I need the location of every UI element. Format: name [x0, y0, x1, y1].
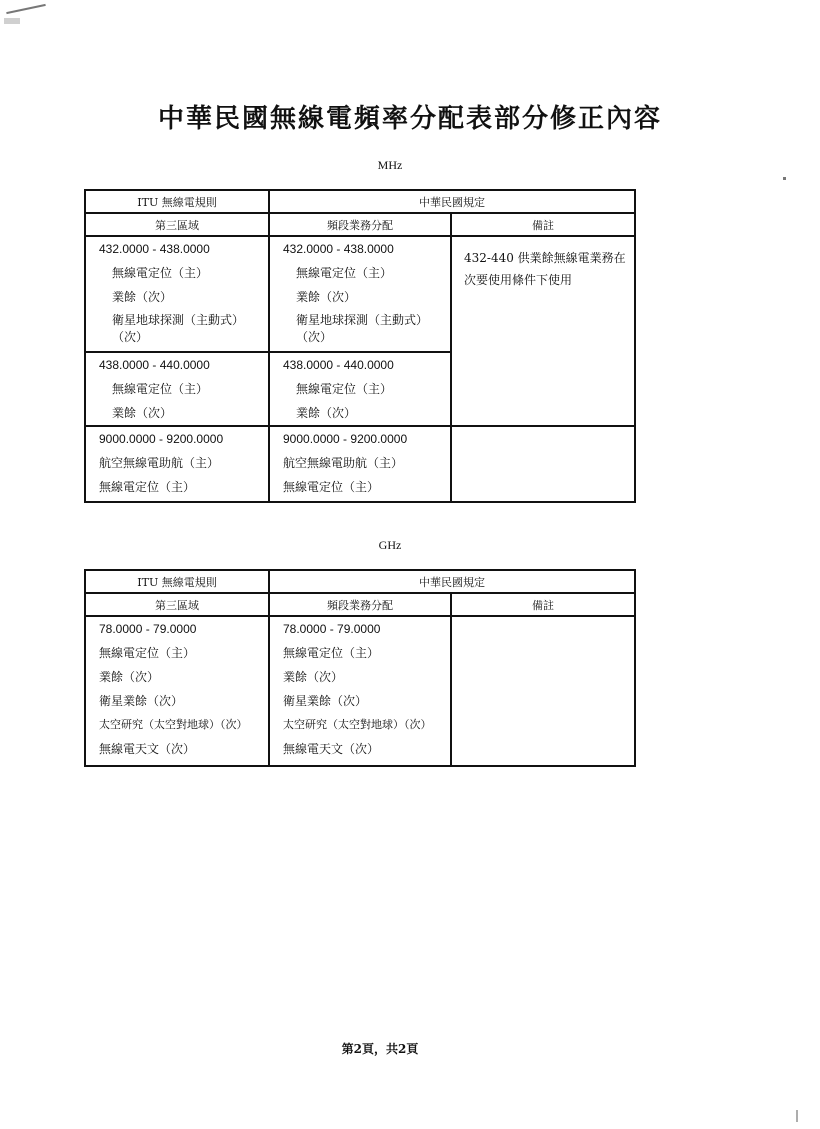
itu-service: 無線電天文（次）: [99, 742, 196, 756]
frequency-table-ghz: [84, 569, 636, 767]
roc-cell: [269, 352, 451, 426]
itu-range: 78.0000 - 79.0000: [99, 622, 197, 636]
itu-service: 太空研究（太空對地球）（次）: [99, 718, 248, 731]
roc-range: 438.0000 - 440.0000: [283, 358, 394, 372]
header-region3: 第三區域: [85, 213, 269, 236]
scan-mark: [796, 1110, 798, 1122]
remark-cell: [451, 236, 635, 426]
roc-service: 無線電定位（主）: [296, 382, 393, 396]
document-title: 中華民國無線電頻率分配表部分修正內容: [157, 104, 662, 134]
header-allocation: 頻段業務分配: [269, 213, 451, 236]
page-number: 第2頁，共2頁: [341, 1042, 419, 1056]
itu-service: 無線電定位（主）: [112, 382, 209, 396]
roc-service: 業餘（次）: [296, 290, 357, 304]
itu-service: 無線電定位（主）: [99, 480, 196, 494]
itu-service: 航空無線電助航（主）: [99, 456, 220, 470]
itu-service: 衛星地球探測（主動式）（次）: [112, 313, 245, 344]
roc-service: 無線電定位（主）: [296, 266, 393, 280]
header-itu: ITU 無線電規則: [85, 190, 269, 213]
roc-cell: [269, 236, 451, 352]
itu-service: 業餘（次）: [112, 290, 173, 304]
scan-mark: [4, 18, 20, 24]
roc-service: 無線電天文（次）: [283, 742, 380, 756]
roc-service: 無線電定位（主）: [283, 480, 380, 494]
header-remarks: 備註: [451, 213, 635, 236]
itu-service: 無線電定位（主）: [112, 266, 209, 280]
roc-cell: [269, 426, 451, 502]
header-allocation: 頻段業務分配: [269, 593, 451, 616]
unit-label-ghz: GHz: [378, 538, 402, 552]
itu-cell: [85, 426, 269, 502]
itu-service: 無線電定位（主）: [99, 646, 196, 660]
remark-cell: [451, 426, 635, 502]
roc-service: 衛星地球探測（主動式）（次）: [296, 313, 429, 344]
roc-service: 無線電定位（主）: [283, 646, 380, 660]
itu-service: 衛星業餘（次）: [99, 694, 184, 708]
roc-range: 78.0000 - 79.0000: [283, 622, 381, 636]
itu-range: 9000.0000 - 9200.0000: [99, 432, 224, 446]
frequency-table-mhz: [84, 189, 636, 503]
scan-mark: [783, 177, 786, 180]
remark-text: 432-440 供業餘無線電業務在次要使用條件下使用: [464, 251, 626, 287]
table-row: [85, 426, 635, 502]
roc-service: 業餘（次）: [283, 670, 344, 684]
roc-service: 業餘（次）: [296, 406, 357, 420]
remark-cell: [451, 616, 635, 766]
scan-mark: [6, 4, 46, 14]
itu-range: 432.0000 - 438.0000: [99, 242, 210, 256]
itu-service: 業餘（次）: [99, 670, 160, 684]
remark-text: [452, 427, 634, 437]
roc-service: 太空研究（太空對地球）（次）: [283, 718, 432, 731]
itu-range: 438.0000 - 440.0000: [99, 358, 210, 372]
itu-cell: [85, 616, 269, 766]
roc-range: 9000.0000 - 9200.0000: [283, 432, 408, 446]
header-roc: 中華民國規定: [269, 570, 635, 593]
header-roc: 中華民國規定: [269, 190, 635, 213]
itu-service: 業餘（次）: [112, 406, 173, 420]
unit-label-mhz: MHz: [377, 158, 403, 172]
roc-service: 航空無線電助航（主）: [283, 456, 404, 470]
itu-cell: [85, 236, 269, 352]
roc-range: 432.0000 - 438.0000: [283, 242, 394, 256]
header-itu: ITU 無線電規則: [85, 570, 269, 593]
table-row: [85, 236, 635, 352]
remark-text: [452, 617, 634, 627]
header-region3: 第三區域: [85, 593, 269, 616]
roc-cell: [269, 616, 451, 766]
table-row: [85, 616, 635, 766]
itu-cell: [85, 352, 269, 426]
header-remarks: 備註: [451, 593, 635, 616]
roc-service: 衛星業餘（次）: [283, 694, 368, 708]
